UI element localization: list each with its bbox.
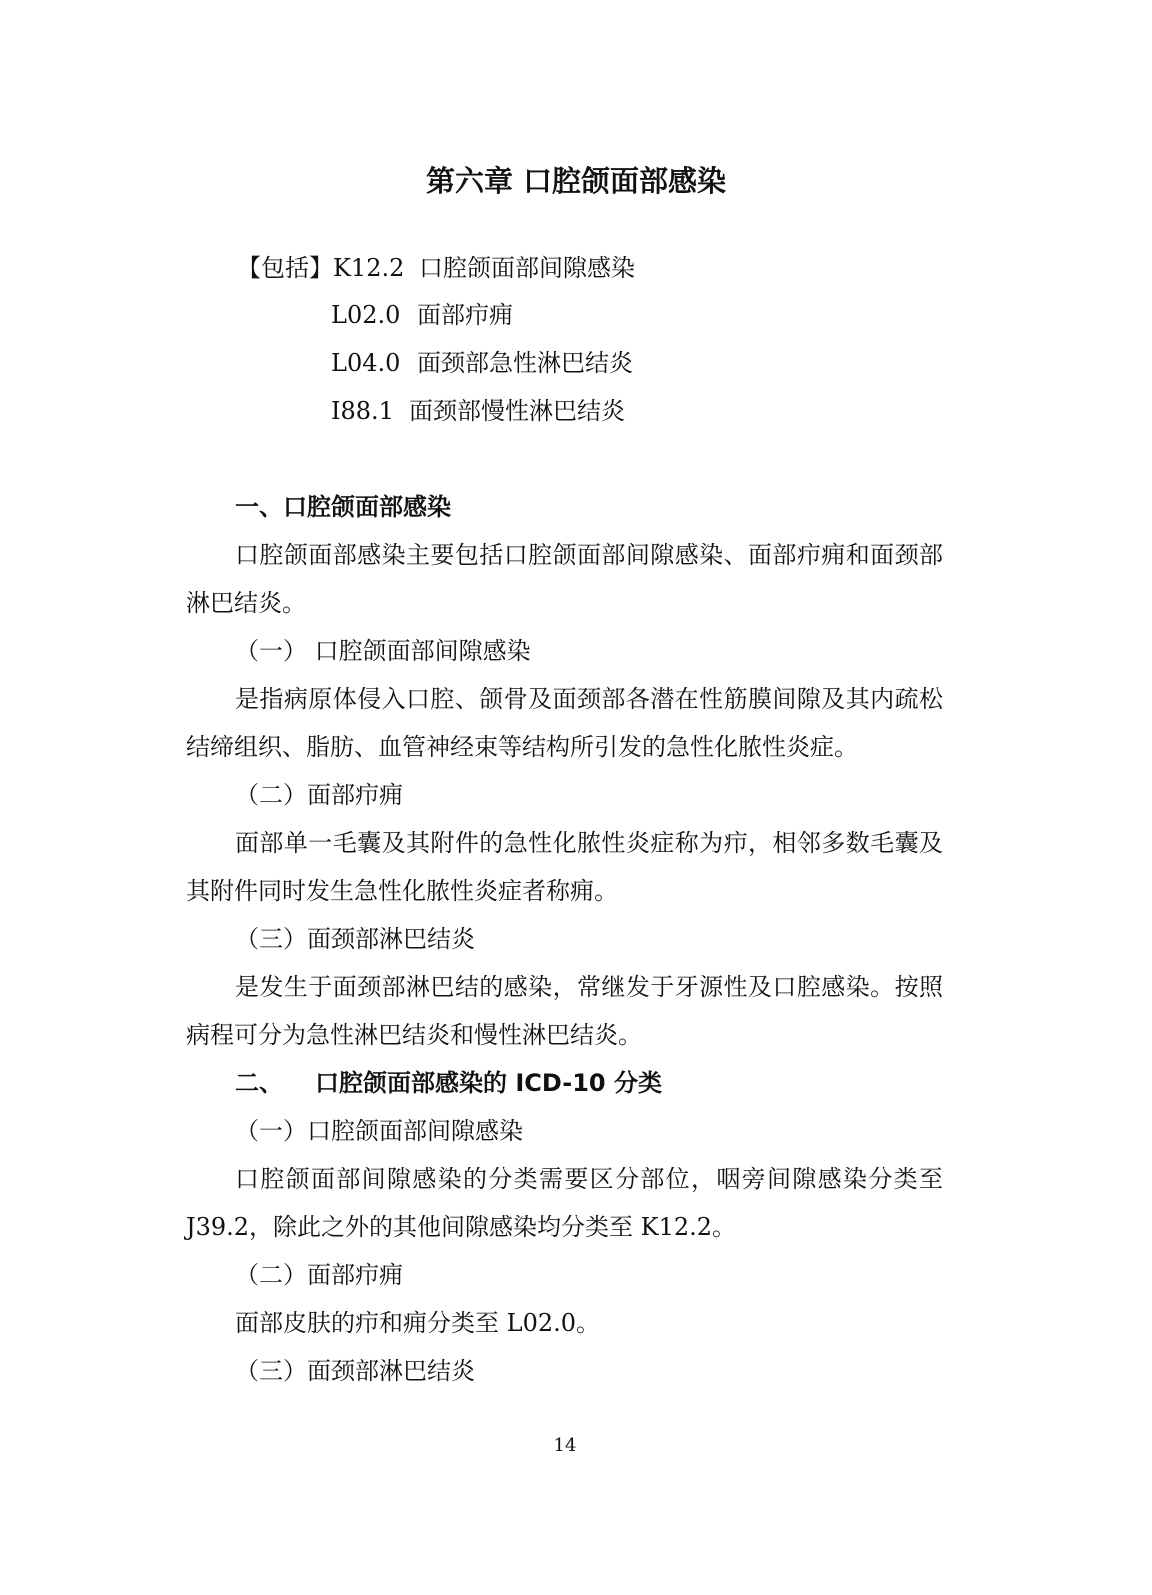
- icd-code: L02.0: [331, 301, 401, 329]
- section-1-intro-line-1: 口腔颌面部感染主要包括口腔颌面部间隙感染、面部疖痈和面颈部: [235, 541, 943, 569]
- section-1-sub-1-heading: （一） 口腔颌面部间隙感染: [235, 637, 531, 665]
- section-1-sub-3-heading: （三）面颈部淋巴结炎: [235, 925, 475, 953]
- icd-name: 面部疖痈: [417, 301, 513, 329]
- section-1-sub-2-line-1: 面部单一毛囊及其附件的急性化脓性炎症称为疖，相邻多数毛囊及: [235, 829, 943, 857]
- includes-row-4: [331, 396, 625, 426]
- includes-label: 【包括】: [237, 254, 333, 282]
- icd-code: I88.1: [331, 397, 394, 425]
- section-1-intro-line-2: 淋巴结炎。: [186, 589, 306, 617]
- chapter-title: 第六章 口腔颌面部感染: [425, 164, 727, 198]
- icd-code: K12.2: [333, 254, 405, 282]
- icd-name: 面颈部慢性淋巴结炎: [409, 397, 625, 425]
- section-2-sub-2-heading: （二）面部疖痈: [235, 1261, 403, 1289]
- section-2-sub-1-line-1: 口腔颌面部间隙感染的分类需要区分部位，咽旁间隙感染分类至: [235, 1165, 943, 1193]
- section-1-sub-3-line-2: 病程可分为急性淋巴结炎和慢性淋巴结炎。: [186, 1021, 642, 1049]
- section-2-sub-1-heading: （一）口腔颌面部间隙感染: [235, 1117, 523, 1145]
- section-1-sub-3-line-1: 是发生于面颈部淋巴结的感染，常继发于牙源性及口腔感染。按照: [235, 973, 943, 1001]
- page-number: 14: [553, 1435, 577, 1456]
- section-1-heading: 一、口腔颌面部感染: [235, 493, 451, 521]
- section-1-sub-1-line-2: 结缔组织、脂肪、血管神经束等结构所引发的急性化脓性炎症。: [186, 733, 858, 761]
- section-2-sub-3-heading: （三）面颈部淋巴结炎: [235, 1357, 475, 1385]
- icd-code: L04.0: [331, 349, 401, 377]
- section-1-sub-2-line-2: 其附件同时发生急性化脓性炎症者称痈。: [186, 877, 618, 905]
- icd-name: 面颈部急性淋巴结炎: [417, 349, 633, 377]
- section-2-heading: [235, 1068, 662, 1098]
- includes-row-3: [331, 348, 633, 378]
- section-2-sub-2-line-1: 面部皮肤的疖和痈分类至 L02.0。: [235, 1309, 601, 1337]
- includes-row-1: [237, 253, 635, 283]
- section-1-sub-2-heading: （二）面部疖痈: [235, 781, 403, 809]
- section-1-sub-1-line-1: 是指病原体侵入口腔、颌骨及面颈部各潜在性筋膜间隙及其内疏松: [235, 685, 943, 713]
- includes-row-2: [331, 300, 513, 330]
- icd-name: 口腔颌面部间隙感染: [419, 254, 635, 282]
- section-2-heading-text: 口腔颌面部感染的 ICD-10 分类: [315, 1069, 662, 1097]
- section-2-heading-number: 二、: [235, 1069, 283, 1097]
- section-2-sub-1-line-2: J39.2，除此之外的其他间隙感染均分类至 K12.2。: [186, 1213, 737, 1241]
